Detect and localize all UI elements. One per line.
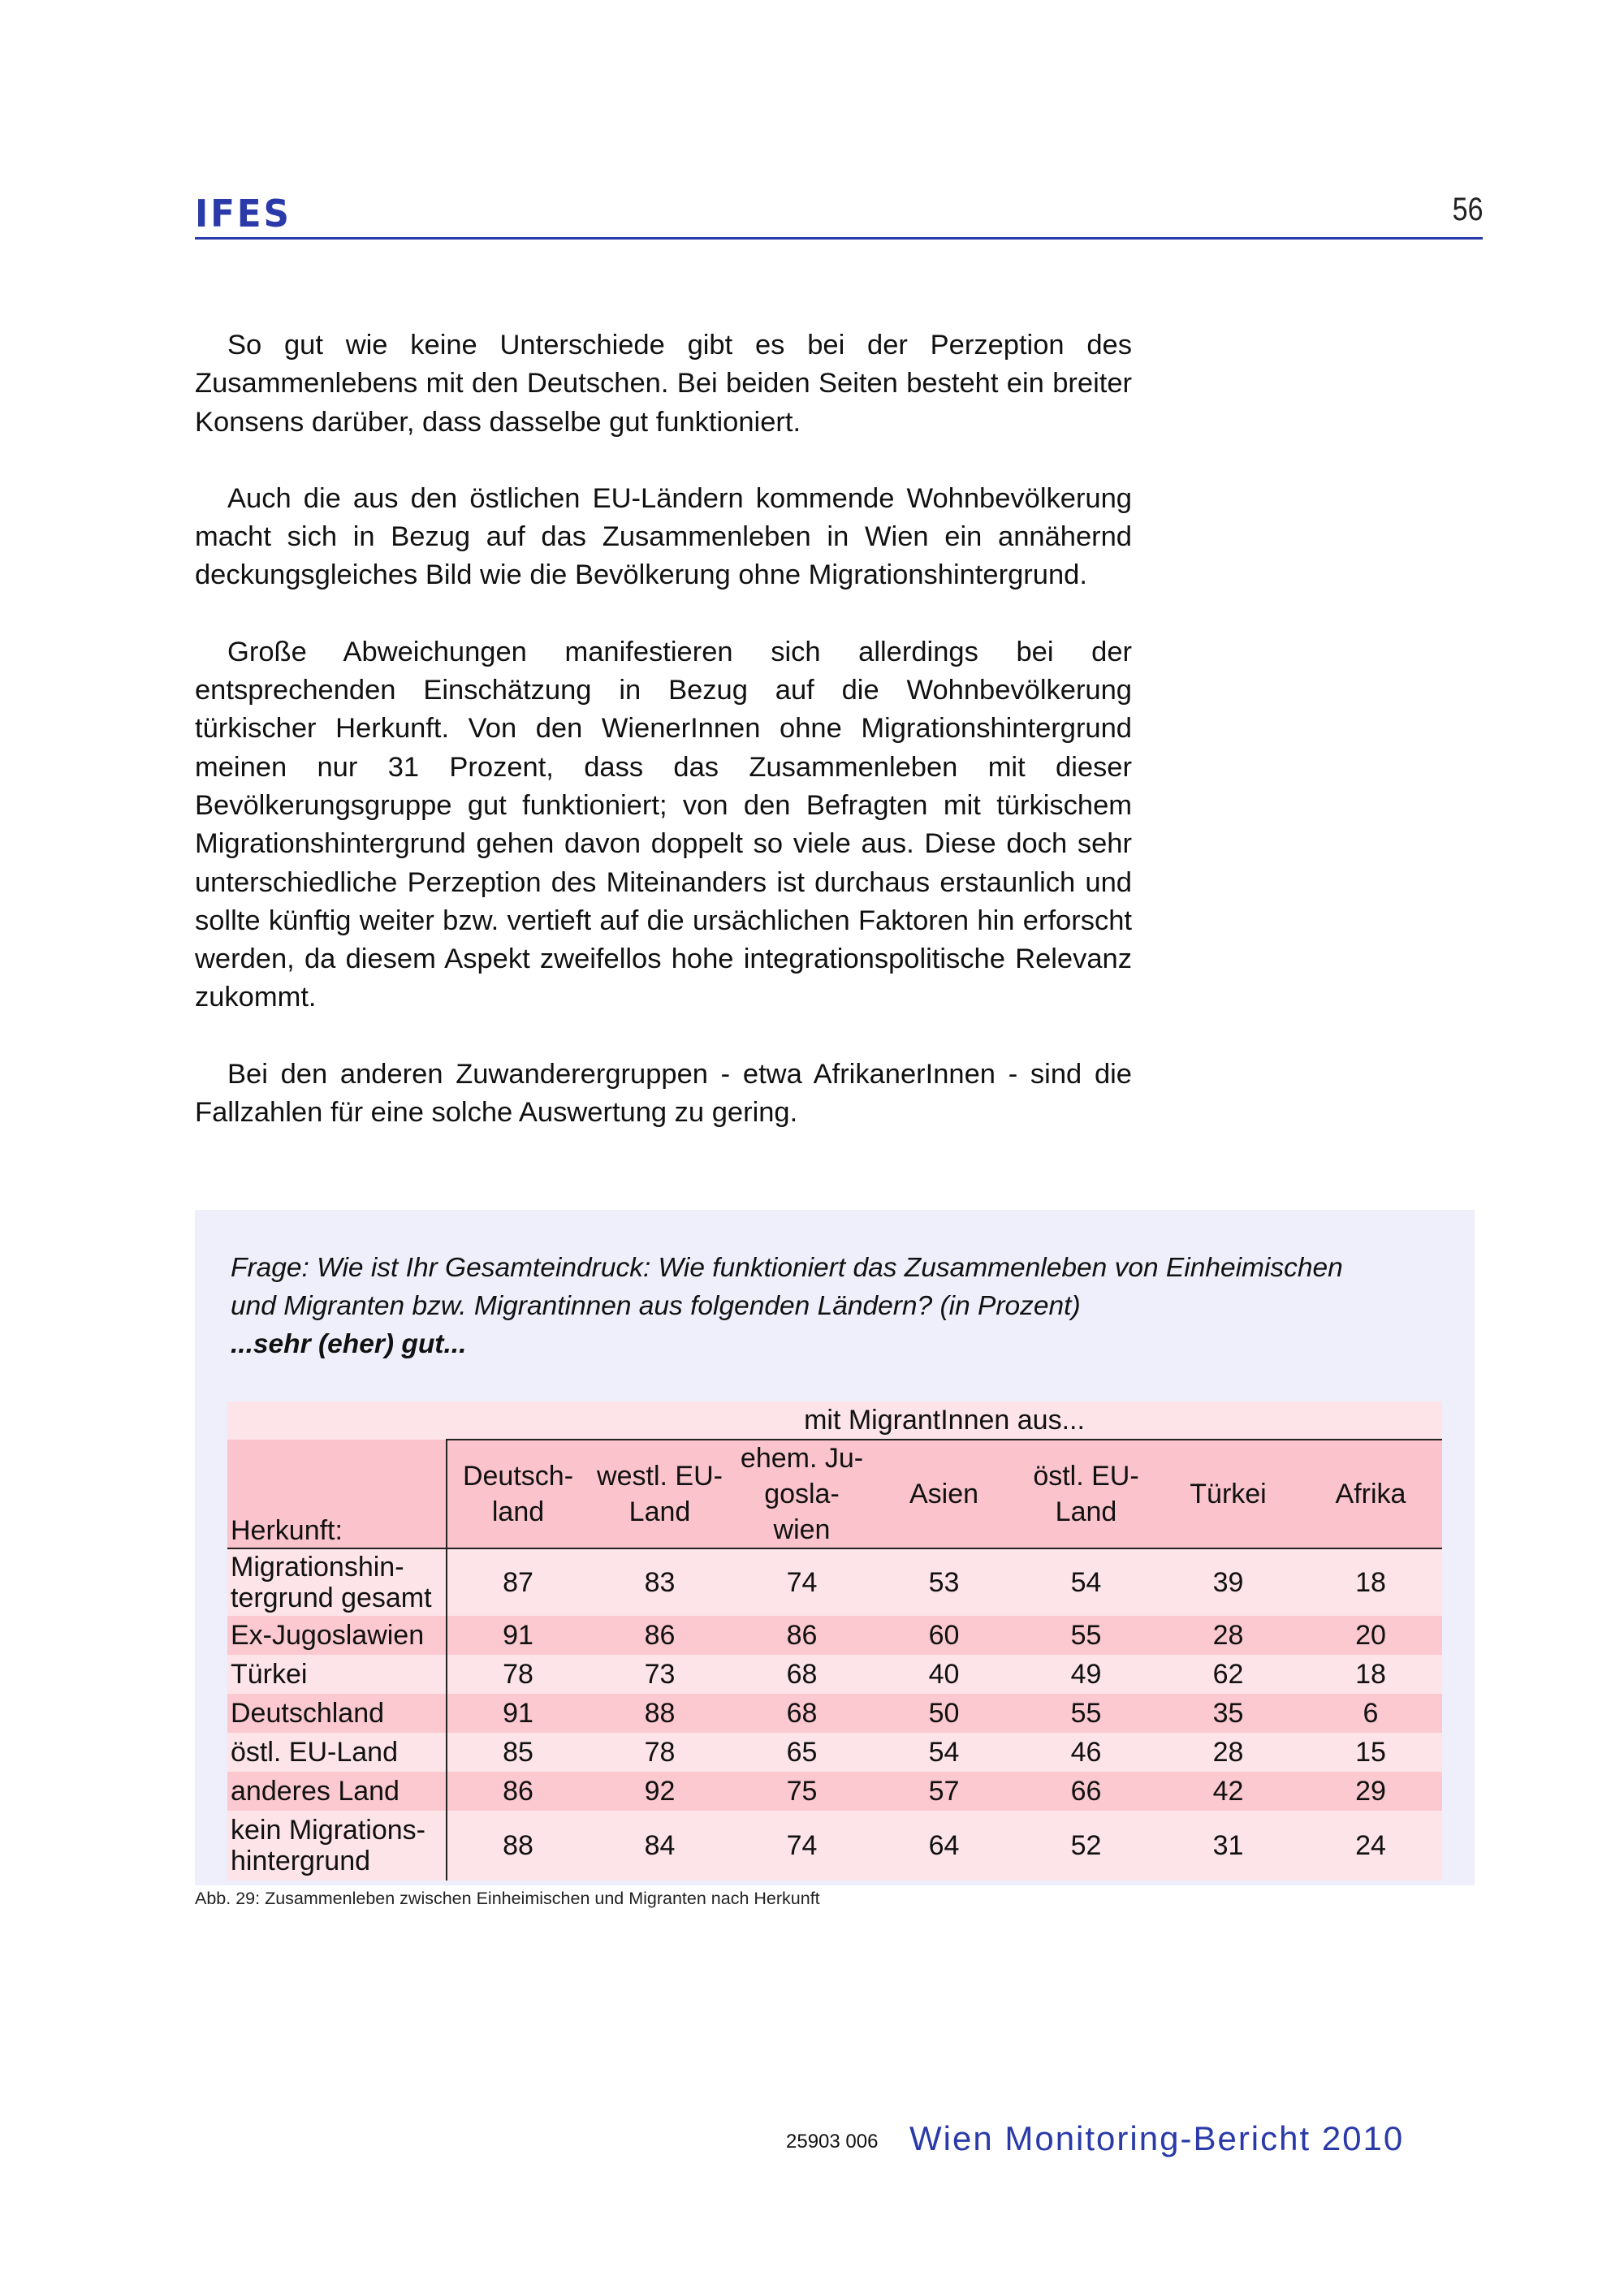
column-header-row — [227, 1440, 1442, 1548]
figure-subtitle: ...sehr (eher) gut... — [231, 1329, 467, 1359]
table-cell: 74 — [731, 1548, 873, 1616]
table-cell: 68 — [731, 1694, 873, 1733]
table-cell: 20 — [1299, 1616, 1442, 1655]
question-line-1: Frage: Wie ist Ihr Gesamteindruck: Wie funktioniert das Zusammenleben von Einheimischen — [231, 1253, 1343, 1283]
table-cell: 15 — [1299, 1733, 1442, 1772]
paragraph-3: Große Abweichungen manifestieren sich allerdings bei der entsprechenden Einschätzung in Bezug auf die Wohnbevölkerung türkischer Herkunft. Von den WienerInnen ohne Migrationshintergrund meinen nur 31 Prozent, dass das Zusammenleben mit dieser Bevölkerungsgruppe gut funktioniert; von den Befragten mit türkischem Migrationshintergrund gehen davon doppelt so viele aus. Diese doch sehr unterschiedliche Perzeption des Miteinanders ist durchaus erstaunlich und sollte künftig weiter bzw. vertieft auf die ursächlichen Faktoren hin erforscht werden, da diesem Aspekt zweifellos hohe integrationspolitische Relevanz zukommt. — [195, 636, 1132, 1013]
column-header: ehem. Ju- gosla-wien — [731, 1440, 873, 1548]
table-cell: 31 — [1157, 1811, 1299, 1881]
paragraph-4: Bei den anderen Zuwanderergruppen - etwa AfrikanerInnen - sind die Fallzahlen für eine solche Auswertung zu gering. — [195, 1058, 1132, 1129]
table-cell: 46 — [1015, 1733, 1157, 1772]
table-cell: 60 — [873, 1616, 1015, 1655]
row-label: Türkei — [227, 1655, 447, 1694]
table-cell: 42 — [1157, 1772, 1299, 1811]
table-row — [227, 1772, 1442, 1811]
table-cell: 88 — [447, 1811, 589, 1881]
table-cell: 66 — [1015, 1772, 1157, 1811]
table-row — [227, 1548, 1442, 1616]
column-header: Asien — [873, 1440, 1015, 1548]
table-cell: 85 — [447, 1733, 589, 1772]
column-header: Deutsch- land — [447, 1440, 589, 1548]
body-text — [195, 326, 1132, 1170]
table-cell: 24 — [1299, 1811, 1442, 1881]
table-cell: 55 — [1015, 1694, 1157, 1733]
table-cell: 28 — [1157, 1616, 1299, 1655]
table-cell: 91 — [447, 1694, 589, 1733]
table-cell: 55 — [1015, 1616, 1157, 1655]
table-cell: 84 — [589, 1811, 731, 1881]
ifes-logo: IFES — [195, 192, 292, 235]
table-row — [227, 1655, 1442, 1694]
table-row — [227, 1811, 1442, 1881]
table-cell: 75 — [731, 1772, 873, 1811]
column-header: Türkei — [1157, 1440, 1299, 1548]
report-number: 25903 006 — [786, 2131, 879, 2153]
table-cell: 83 — [589, 1548, 731, 1616]
table-cell: 49 — [1015, 1655, 1157, 1694]
table-cell: 18 — [1299, 1548, 1442, 1616]
table-cell: 73 — [589, 1655, 731, 1694]
column-header: westl. EU- Land — [589, 1440, 731, 1548]
table-cell: 78 — [589, 1733, 731, 1772]
report-title: Wien Monitoring-Bericht 2010 — [909, 2119, 1405, 2157]
table-cell: 86 — [447, 1772, 589, 1811]
table-cell: 40 — [873, 1655, 1015, 1694]
question-line-2: und Migranten bzw. Migrantinnen aus folgenden Ländern? (in Prozent) — [231, 1291, 1081, 1321]
column-header: Afrika — [1299, 1440, 1442, 1548]
paragraph-1: So gut wie keine Unterschiede gibt es bei der Perzeption des Zusammenlebens mit den Deutschen. Bei beiden Seiten besteht ein breiter Konsens darüber, dass dasselbe gut funktioniert. — [195, 330, 1132, 438]
row-label: Deutschland — [227, 1694, 447, 1733]
table-cell: 52 — [1015, 1811, 1157, 1881]
figure-caption: Abb. 29: Zusammenleben zwischen Einheimischen und Migranten nach Herkunft — [195, 1889, 820, 1908]
paragraph-2: Auch die aus den östlichen EU-Ländern kommende Wohnbevölkerung macht sich in Bezug auf das Zusammenleben in Wien ein annähernd deckungsgleiches Bild wie die Bevölkerung ohne Migrationshintergrund. — [195, 482, 1132, 591]
table-cell: 62 — [1157, 1655, 1299, 1694]
corner-cell — [227, 1401, 447, 1440]
results-table — [227, 1401, 1442, 1881]
table-cell: 29 — [1299, 1772, 1442, 1811]
table-cell: 54 — [873, 1733, 1015, 1772]
row-label: Ex-Jugoslawien — [227, 1616, 447, 1655]
table-cell: 35 — [1157, 1694, 1299, 1733]
table-cell: 28 — [1157, 1733, 1299, 1772]
table-cell: 78 — [447, 1655, 589, 1694]
table-cell: 87 — [447, 1548, 589, 1616]
table-cell: 86 — [731, 1616, 873, 1655]
table-cell: 6 — [1299, 1694, 1442, 1733]
row-label: Migrationshin- tergrund gesamt — [227, 1548, 447, 1616]
table-cell: 68 — [731, 1655, 873, 1694]
row-label: anderes Land — [227, 1772, 447, 1811]
table-row — [227, 1694, 1442, 1733]
table-cell: 86 — [589, 1616, 731, 1655]
table-cell: 74 — [731, 1811, 873, 1881]
table-cell: 88 — [589, 1694, 731, 1733]
page-header — [195, 188, 1483, 240]
table-cell: 18 — [1299, 1655, 1442, 1694]
figure-box — [195, 1210, 1475, 1885]
table-cell: 53 — [873, 1548, 1015, 1616]
table-row — [227, 1733, 1442, 1772]
table-cell: 65 — [731, 1733, 873, 1772]
group-header: mit MigrantInnen aus... — [447, 1401, 1442, 1440]
page-footer — [786, 2113, 1452, 2158]
table-cell: 54 — [1015, 1548, 1157, 1616]
table-cell: 39 — [1157, 1548, 1299, 1616]
row-header-label: Herkunft: — [227, 1440, 447, 1548]
table-cell: 91 — [447, 1616, 589, 1655]
table-row — [227, 1616, 1442, 1655]
row-label: kein Migrations- hintergrund — [227, 1811, 447, 1881]
table-cell: 64 — [873, 1811, 1015, 1881]
figure-question — [231, 1249, 1449, 1363]
table-cell: 57 — [873, 1772, 1015, 1811]
column-header: östl. EU- Land — [1015, 1440, 1157, 1548]
table-cell: 92 — [589, 1772, 731, 1811]
table-cell: 50 — [873, 1694, 1015, 1733]
row-label: östl. EU-Land — [227, 1733, 447, 1772]
group-header-row — [227, 1401, 1442, 1440]
page-number: 56 — [1452, 192, 1483, 227]
